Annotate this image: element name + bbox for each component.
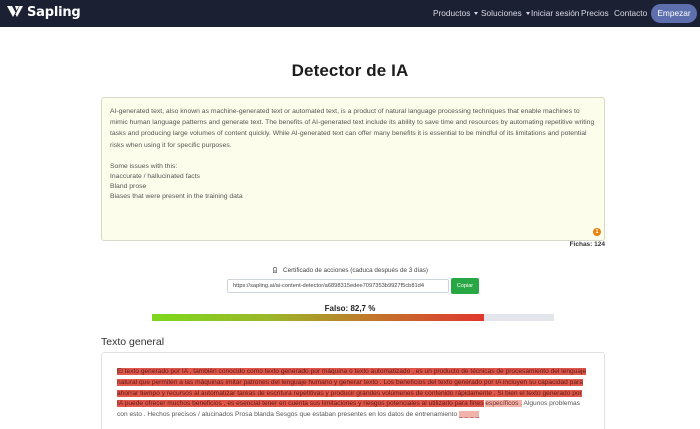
highlighted-segment: El texto generado por IA , también conocido como texto generado por máquina o texto automatizado , es un producto de técnicas de procesamiento del lenguaje natural que permiten a las máquinas imitar patrones del lenguaje humano y generar texto . Los beneficios del texto generado por IA incluyen su capacidad para ahorrar tiempo y recursos al automatizar tareas de escritura repetitivas y producir grandes volúmenes de contenido rápidamente . Si bien el texto generado por IA puede ofrecer muchos beneficios , es esencial tener en cuenta sus limitaciones y riesgos potenciales al utilizarlo para fines xyxy=(117,368,587,408)
brand-name: Sapling xyxy=(27,4,81,20)
brand-logo[interactable] xyxy=(6,4,81,20)
certificate-label xyxy=(0,267,700,274)
fake-score-bar xyxy=(152,314,554,321)
lightly-highlighted-segment: específicos . xyxy=(485,400,523,408)
top-navbar xyxy=(0,0,700,27)
warning-badge-icon[interactable]: 1 xyxy=(593,228,601,236)
nav-products[interactable] xyxy=(433,8,478,18)
sapling-logo-icon xyxy=(6,4,24,20)
token-count: Fichas: 124 xyxy=(569,241,605,248)
tail-segment: _ _ _ _ xyxy=(459,411,480,419)
certificate-label-text: Certificado de acciones (caduca después de 3 días) xyxy=(283,267,428,274)
section-title: Texto general xyxy=(101,336,165,348)
start-button[interactable]: Empezar xyxy=(651,4,697,23)
plain-segment: Algunos problemas con esto . Hechos precisos / alucinados Prosa blanda Sesgos que estaban presentes en los datos de entrenamiento xyxy=(117,400,580,419)
fake-score-label: Falso: 82,7 % xyxy=(324,304,376,313)
chevron-down-icon xyxy=(526,12,530,15)
input-line: Biases that were present in the training data xyxy=(110,192,243,200)
nav-solutions[interactable] xyxy=(481,8,530,18)
nav-login[interactable]: Iniciar sesión xyxy=(531,8,580,18)
nav-contact[interactable]: Contacto xyxy=(614,8,648,18)
text-input-area[interactable] xyxy=(101,97,605,241)
copy-button[interactable]: Copiar xyxy=(451,278,479,294)
certificate-url-field[interactable]: https://sapling.ai/ai-content-detector/a6898315edee7097353b9927f5cb81d4 xyxy=(227,279,449,293)
input-paragraph: AI-generated text, also known as machine-generated text or automated text, is a product of natural language processing techniques that enable machines to mimic human language patterns and generate text. The benefits of AI-generated text include its ability to save time and resources by automating repetitive writing tasks and producing large volumes of content quickly. While AI-generated text can offer many benefits it is essential to be mindful of its limitations and potential risks when using it for specific purposes. xyxy=(110,108,595,149)
page-title: Detector de IA xyxy=(291,61,409,80)
certificate-icon xyxy=(272,267,278,273)
fake-score-bar-fill xyxy=(152,314,484,321)
nav-products-label: Productos xyxy=(433,8,471,18)
input-line: Bland prose xyxy=(110,182,147,190)
input-line: Inaccurate / hallucinated facts xyxy=(110,172,200,180)
nav-solutions-label: Soluciones xyxy=(481,8,522,18)
nav-pricing[interactable]: Precios xyxy=(581,8,609,18)
input-line: Some issues with this: xyxy=(110,162,178,170)
highlighted-result-text xyxy=(117,367,589,421)
chevron-down-icon xyxy=(474,12,478,15)
